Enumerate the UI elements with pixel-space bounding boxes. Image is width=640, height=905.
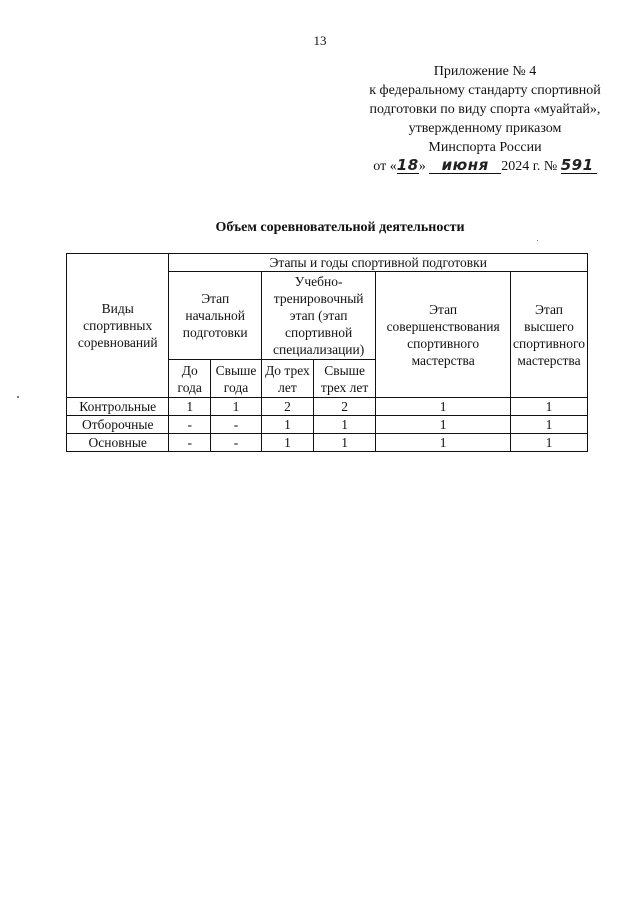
document-title: Объем соревновательной деятельности [215, 220, 465, 235]
appendix-line-4: утвержденному приказом [408, 121, 562, 136]
table-cell: 2 [261, 398, 313, 416]
table-cell: 1 [261, 416, 313, 434]
table-cell: 1 [376, 398, 511, 416]
table-cell: 1 [511, 416, 588, 434]
appendix-line-3: подготовки по виду спорта «муайтай», [369, 102, 601, 117]
subheader-training-over-3: Свыше трех лет [313, 360, 375, 398]
table-cell: 1 [376, 416, 511, 434]
table-cell: - [211, 416, 262, 434]
order-month-handwritten: июня [429, 157, 501, 174]
table-cell: 1 [261, 434, 313, 452]
header-kind: Виды спортивных соревнований [67, 254, 169, 398]
table-cell: 1 [376, 434, 511, 452]
row-name: Отборочные [67, 416, 169, 434]
table-row [67, 398, 588, 416]
appendix-line-1: Приложение № 4 [433, 64, 537, 79]
order-prefix: от « [373, 159, 397, 174]
table-cell: 1 [169, 398, 211, 416]
subheader-initial-up-to-year: До года [169, 360, 211, 398]
table-cell: 1 [313, 434, 375, 452]
row-name: Контрольные [67, 398, 169, 416]
header-stage-initial: Этап начальной подготовки [169, 272, 262, 360]
table-cell: 2 [313, 398, 375, 416]
table-cell: 1 [511, 398, 588, 416]
header-stages: Этапы и годы спортивной подготовки [169, 254, 588, 272]
table-cell: - [211, 434, 262, 452]
table-row [67, 416, 588, 434]
order-date-line [340, 157, 630, 176]
order-quote-close: » [418, 159, 426, 174]
appendix-header [340, 62, 630, 176]
scan-speck [17, 396, 19, 398]
page-number: 13 [313, 33, 327, 48]
table-cell: - [169, 434, 211, 452]
order-day-handwritten: 18 [396, 156, 419, 174]
appendix-line-2: к федеральному стандарту спортивной [369, 83, 601, 98]
table-cell: 1 [211, 398, 262, 416]
header-stage-training: Учебно-тренировочный этап (этап спортивной специализации) [261, 272, 375, 360]
header-stage-highest: Этап высшего спортивного мастерства [511, 272, 588, 398]
row-name: Основные [67, 434, 169, 452]
competition-volume-table [66, 253, 588, 452]
appendix-line-5: Минспорта России [428, 140, 542, 155]
order-number-handwritten: 591 [561, 157, 597, 174]
subheader-initial-over-year: Свыше года [211, 360, 262, 398]
table-cell: 1 [313, 416, 375, 434]
scan-speck [537, 240, 538, 241]
table-cell: 1 [511, 434, 588, 452]
table-cell: - [169, 416, 211, 434]
subheader-training-up-to-3: До трех лет [261, 360, 313, 398]
table-row [67, 434, 588, 452]
order-year: 2024 г. № [501, 159, 558, 174]
header-stage-improvement: Этап совершенствования спортивного мастерства [376, 272, 511, 398]
